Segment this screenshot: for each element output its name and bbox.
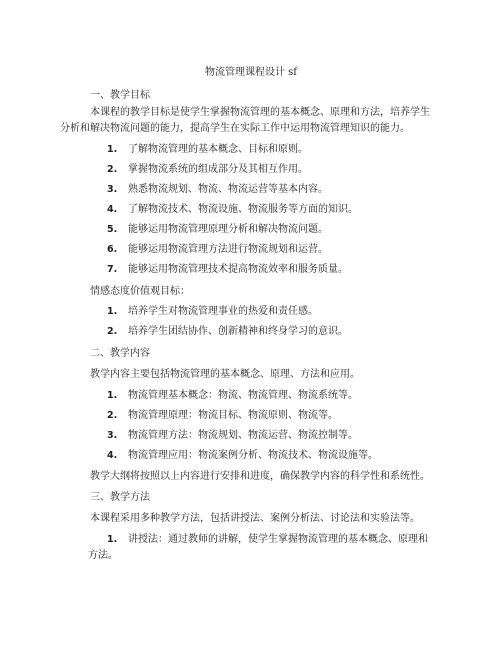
list-item-number: 5.	[107, 224, 118, 235]
list-item-text: 熟悉物流规划、物流、物流运营等基本内容。	[128, 184, 328, 195]
list-item-text: 物流管理应用：物流案例分析、物流技术、物流设施等。	[128, 450, 378, 461]
list-item-text: 物流管理方法：物流规划、物流运营、物流控制等。	[128, 430, 358, 441]
list-item	[107, 305, 318, 319]
list-item-number: 1.	[107, 534, 118, 545]
list-item-number: 1.	[107, 390, 118, 401]
list-item	[107, 223, 328, 237]
list-item-number: 1.	[107, 144, 118, 155]
list-item-text: 能够运用物流管理方法进行物流规划和运营。	[128, 244, 328, 255]
list-item	[107, 143, 308, 157]
list-item	[107, 243, 328, 257]
list-item	[107, 533, 428, 547]
list-item	[107, 449, 378, 463]
list-item-text: 物流管理原理：物流目标、物流原则、物流等。	[128, 410, 338, 421]
section-heading-content: 二、教学内容	[90, 348, 150, 359]
section-heading-methods: 三、教学方法	[90, 492, 150, 503]
list-item-number: 4.	[107, 450, 118, 461]
list-item-number: 1.	[107, 306, 118, 317]
list-item-number: 4.	[107, 204, 118, 215]
list-item	[107, 163, 308, 177]
attitude-heading: 情感态度价值观目标：	[90, 286, 190, 297]
list-item-number: 2.	[107, 164, 118, 175]
list-item-text: 培养学生对物流管理事业的热爱和责任感。	[128, 306, 318, 317]
content-outro: 教学大纲将按照以上内容进行安排和进度，确保教学内容的科学性和系统性。	[90, 471, 430, 482]
goals-intro-line2: 分析和解决物流问题的能力，提高学生在实际工作中运用物流管理知识的能力。	[60, 123, 410, 134]
list-item-continuation: 方法。	[88, 550, 118, 561]
list-item-number: 7.	[107, 264, 118, 275]
list-item-text: 了解物流管理的基本概念、目标和原则。	[128, 144, 308, 155]
list-item-text: 能够运用物流管理技术提高物流效率和服务质量。	[128, 264, 348, 275]
list-item-text: 讲授法：通过教师的讲解，使学生掌握物流管理的基本概念、原理和	[128, 534, 428, 545]
list-item	[107, 389, 358, 403]
list-item-text: 培养学生团结协作、创新精神和终身学习的意识。	[128, 326, 348, 337]
list-item-number: 2.	[107, 410, 118, 421]
goals-intro-line1: 本课程的教学目标是使学生掌握物流管理的基本概念、原理和方法，培养学生	[90, 107, 430, 118]
list-item	[107, 263, 348, 277]
list-item	[107, 325, 348, 339]
section-heading-goals: 一、教学目标	[90, 90, 150, 101]
methods-intro: 本课程采用多种教学方法，包括讲授法、案例分析法、讨论法和实验法等。	[90, 513, 420, 524]
document-title: 物流管理课程设计 sf	[204, 67, 297, 78]
list-item-number: 2.	[107, 326, 118, 337]
list-item	[107, 203, 358, 217]
list-item-text: 了解物流技术、物流设施、物流服务等方面的知识。	[128, 204, 358, 215]
list-item-number: 3.	[107, 184, 118, 195]
list-item-text: 掌握物流系统的组成部分及其相互作用。	[128, 164, 308, 175]
list-item-text: 能够运用物流管理原理分析和解决物流问题。	[128, 224, 328, 235]
list-item-number: 6.	[107, 244, 118, 255]
list-item	[107, 429, 358, 443]
list-item-number: 3.	[107, 430, 118, 441]
list-item-text: 物流管理基本概念：物流、物流管理、物流系统等。	[128, 390, 358, 401]
list-item	[107, 183, 328, 197]
list-item	[107, 409, 338, 423]
content-intro: 教学内容主要包括物流管理的基本概念、原理、方法和应用。	[90, 369, 360, 380]
